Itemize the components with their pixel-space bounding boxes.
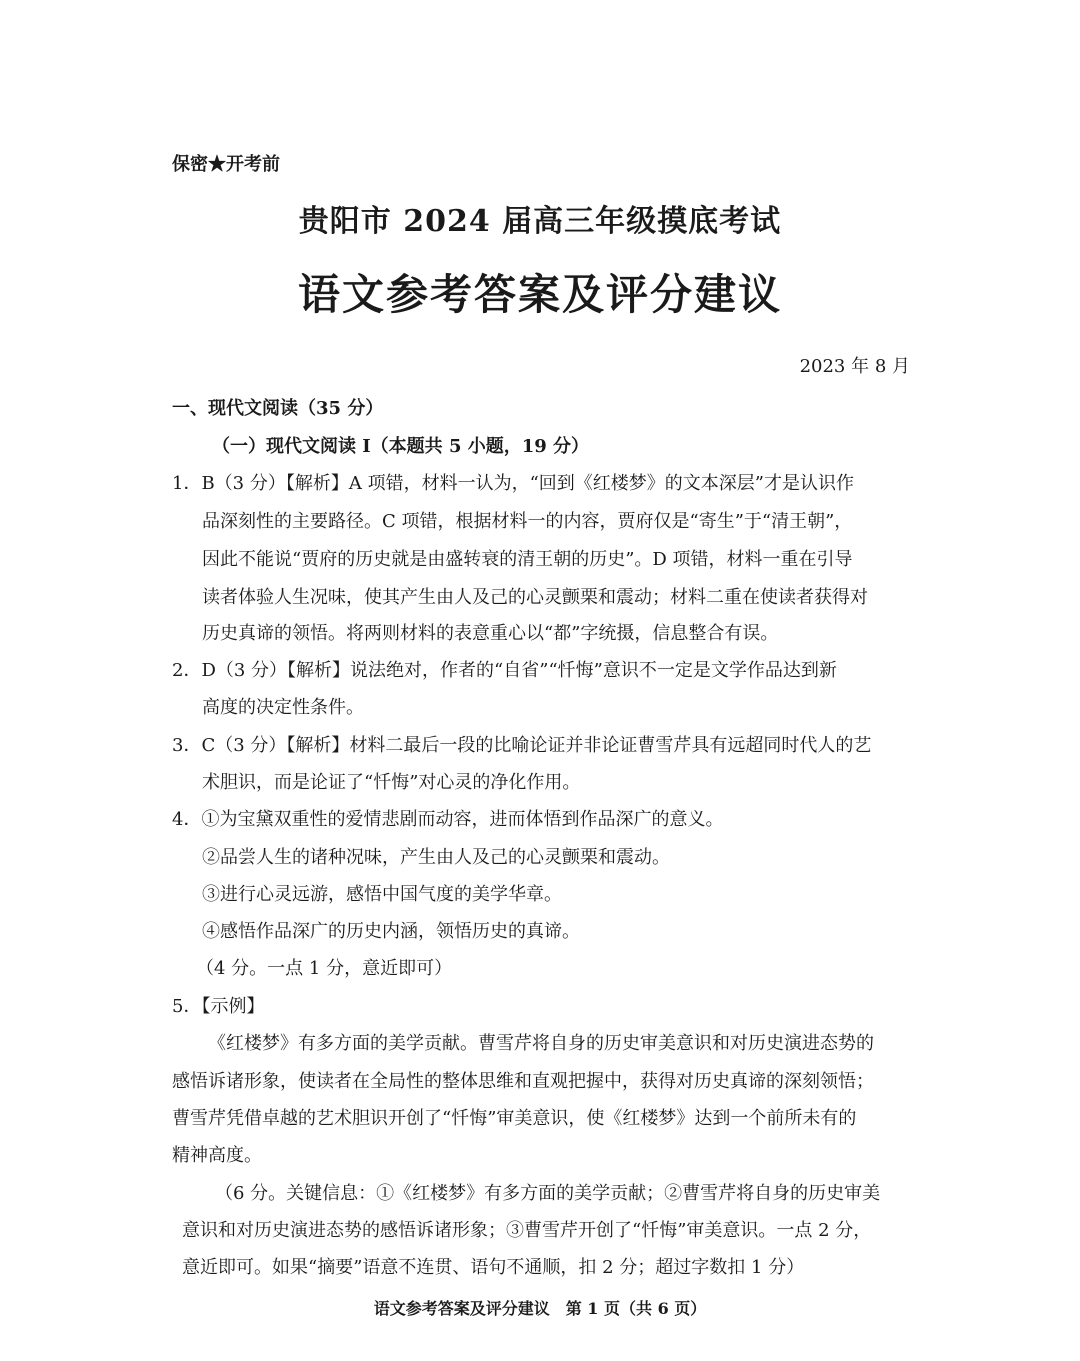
section-heading: 一、现代文阅读（35 分） [172, 398, 384, 419]
q5-score-line1: （6 分。关键信息：①《红楼梦》有多方面的美学贡献；②曹雪芹将自身的历史审美 [215, 1183, 881, 1204]
exam-title: 贵阳市 2024 届高三年级摸底考试 [298, 204, 782, 239]
q5-label: 5．【示例】 [172, 996, 265, 1017]
page-footer: 语文参考答案及评分建议 第 1 页（共 6 页） [373, 1299, 707, 1318]
section-subheading: （一）现代文阅读 I（本题共 5 小题，19 分） [212, 436, 590, 457]
q5-line3: 曹雪芹凭借卓越的艺术胆识开创了“忏悔”审美意识，使《红楼梦》达到一个前所未有的 [172, 1108, 857, 1129]
q3-line2: 术胆识，而是论证了“忏悔”对心灵的净化作用。 [202, 772, 581, 793]
q5-line4: 精神高度。 [172, 1145, 262, 1166]
q4-line2: ②品尝人生的诸种况味，产生由人及己的心灵颤栗和震动。 [202, 847, 670, 868]
q4-line3: ③进行心灵远游，感悟中国气度的美学华章。 [202, 884, 562, 905]
q4-score: （4 分。一点 1 分，意近即可） [196, 958, 453, 979]
q4-line4: ④感悟作品深广的历史内涵，领悟历史的真谛。 [202, 921, 580, 942]
q5-score-line3: 意近即可。如果“摘要”语意不连贯、语句不通顺，扣 2 分；超过字数扣 1 分） [182, 1257, 805, 1278]
document-title: 语文参考答案及评分建议 [297, 270, 782, 319]
q5-score-line2: 意识和对历史演进态势的感悟诉诸形象；③曹雪芹开创了“忏悔”审美意识。一点 2 分， [182, 1220, 872, 1241]
confidential-label: 保密★开考前 [172, 154, 280, 175]
q3-line1: 3．C（3 分）【解析】材料二最后一段的比喻论证并非论证曹雪芹具有远超同时代人的艺 [172, 735, 872, 756]
q1-line3: 因此不能说“贾府的历史就是由盛转衰的清王朝的历史”。D 项错，材料一重在引导 [202, 549, 853, 570]
q1-line4: 读者体验人生况味，使其产生由人及己的心灵颤栗和震动；材料二重在使读者获得对 [202, 587, 868, 608]
q2-line1: 2．D（3 分）【解析】说法绝对，作者的“自省”“忏悔”意识不一定是文学作品达到新 [172, 660, 837, 681]
q1-line1: 1．B（3 分）【解析】A 项错，材料一认为，“回到《红楼梦》的文本深层”才是认识作 [172, 473, 854, 494]
q1-line5: 历史真谛的领悟。将两则材料的表意重心以“都”字统摄，信息整合有误。 [202, 623, 779, 644]
document-date: 2023 年 8 月 [799, 356, 910, 377]
q1-line2: 品深刻性的主要路径。C 项错，根据材料一的内容，贾府仅是“寄生”于“清王朝”， [202, 511, 853, 532]
q4-line1: 4．①为宝黛双重性的爱情悲剧而动容，进而体悟到作品深广的意义。 [172, 809, 724, 830]
q2-line2: 高度的决定性条件。 [202, 697, 364, 718]
q5-line2: 感悟诉诸形象，使读者在全局性的整体思维和直观把握中，获得对历史真谛的深刻领悟； [172, 1071, 874, 1092]
q5-line1: 《红楼梦》有多方面的美学贡献。曹雪芹将自身的历史审美意识和对历史演进态势的 [208, 1033, 874, 1054]
